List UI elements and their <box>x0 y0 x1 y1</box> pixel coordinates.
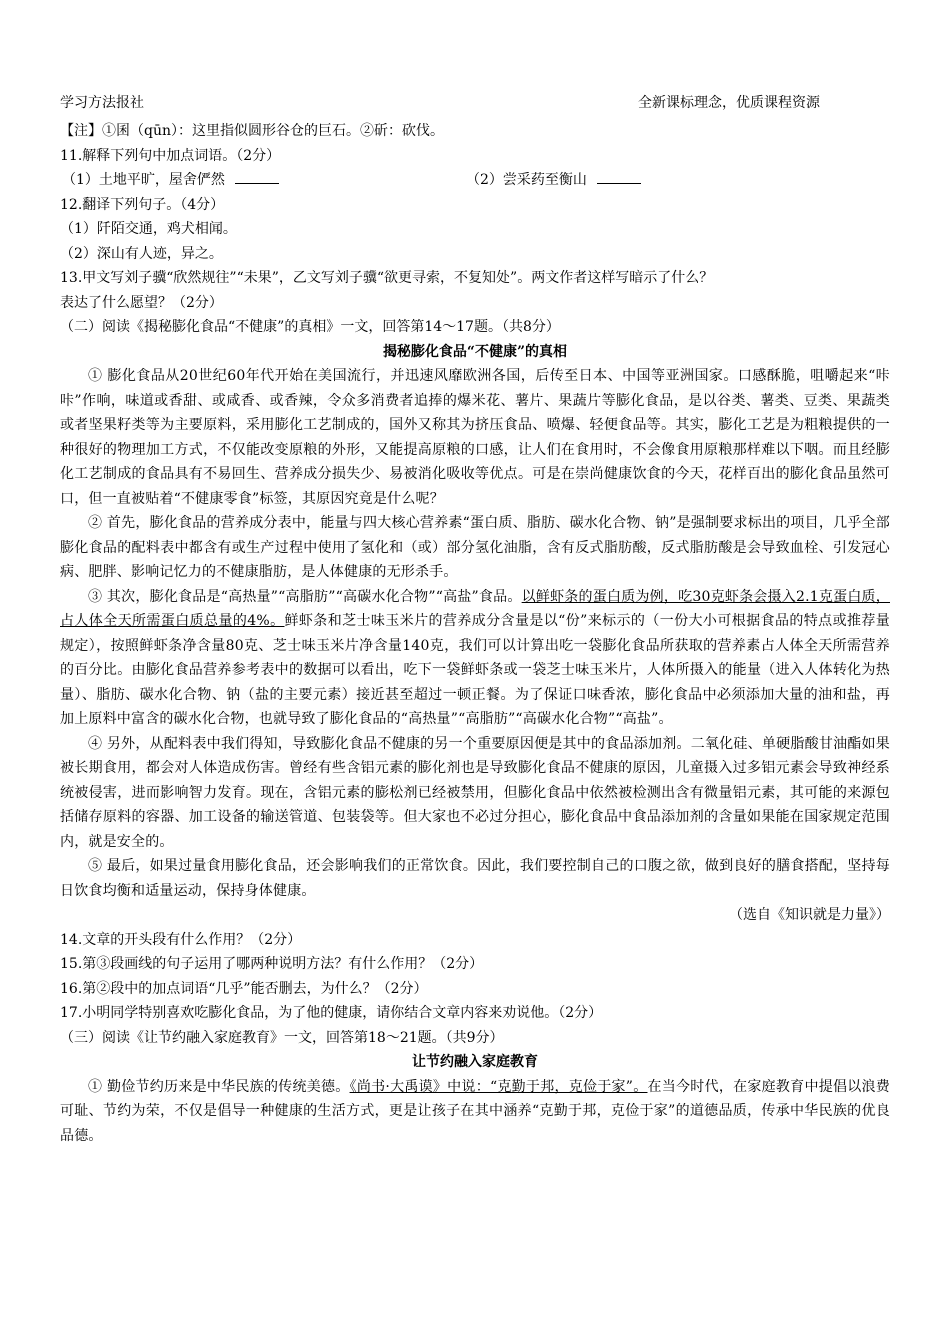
question-11-items <box>60 168 890 193</box>
question-14: 14.文章的开头段有什么作用？（2分） <box>60 931 302 948</box>
answer-blank[interactable] <box>597 169 641 184</box>
question-12-stem: 12.翻译下列句子。（4分） <box>60 196 225 213</box>
article-1-paragraph-4: ④ 另外，从配料表中我们得知，导致膨化食品不健康的另一个重要原因便是其中的食品添加剂。二氧化硅、单硬脂酸甘油酯如果被长期食用，都会对人体造成伤害。曾经有些含铝元素的膨化剂也是导致膨化食品不健康的原因，儿童摄入过多铝元素会导致神经系统被侵害，进而影响智力发育。现在，含铝元素的膨松剂已经被禁用，但膨化食品中依然被检测出含有微量铝元素，其可能的来源包括储存原料的容器、加工设备的输送管道、包装袋等。但大家也不必过分担心，膨化食品中食品添加剂的含量如果能在国家规定范围内，就是安全的。 <box>60 735 890 850</box>
header-slogan: 全新课标理念，优质课程资源 <box>638 95 820 111</box>
article-2-title: 让节约融入家庭教育 <box>412 1054 538 1070</box>
question-11-stem: 11.解释下列句中加点词语。（2分） <box>60 147 281 164</box>
question-11-item-2: （2）尝采药至衡山 <box>466 168 641 193</box>
question-11-item-1: （1）土地平旷，屋舍俨然 <box>62 168 279 193</box>
question-17: 17.小明同学特别喜欢吃膨化食品，为了他的健康，请你结合文章内容来劝说他。（2分） <box>60 1005 603 1021</box>
article-1-paragraph-2: ② 首先，膨化食品的营养成分表中，能量与四大核心营养素“蛋白质、脂肪、碳水化合物、钠”是强制要求标出的项目，几乎全部膨化食品的配料表中都含有或生产过程中使用了氢化和（或）部分氢化油脂，含有反式脂肪酸，反式脂肪酸是会导致血栓、引发冠心病、肥胖、影响记忆力的不健康脂肪，是人体健康的无形杀手。 <box>60 515 890 580</box>
question-16: 16.第②段中的加点词语“几乎”能否删去，为什么？（2分） <box>60 980 428 997</box>
article-1-source: （选自《知识就是力量》） <box>729 907 890 923</box>
question-13-line-1: 13.甲文写刘子骥“欣然规往”“未果”，乙文写刘子骥“欲更寻索，不复知处”。两文作者这样写暗示了什么？ <box>60 270 714 286</box>
article-2-paragraph-1: ① 勤俭节约历来是中华民族的传统美德。《尚书·大禹谟》中说：“克勤于邦，克俭于家”。在当今时代，在家庭教育中提倡以浪费可耻、节约为荣，不仅是倡导一种健康的生活方式，更是让孩子在其中涵养“克勤于邦，克俭于家”的道德品质，传承中华民族的优良品德。 <box>60 1078 890 1144</box>
article-1-title: 揭秘膨化食品“不健康”的真相 <box>382 343 568 360</box>
underlined-quote: 《尚书·大禹谟》中说：“克勤于邦，克俭于家”。 <box>349 1078 648 1095</box>
article-1-paragraph-1: ① 膨化食品从20世纪60年代开始在美国流行，并迅速风靡欧洲各国，后传至日本、中国等亚洲国家。口感酥脆，咀嚼起来“咔咔”作响，味道或香甜、或咸香、或香辣，令众多消费者追捧的爆米花、薯片、果蔬片等膨化食品，是以谷类、薯类、豆类、果蔬类或者坚果籽类等为主要原料，采用膨化工艺制成的，国外又称其为挤压食品、喷爆、轻便食品等。其实，膨化工艺是为粗粮提供的一种很好的物理加工方式，不仅能改变原粮的外形，又能提高原粮的口感，让人们在食用时，不会像食用原粮那样难以下咽。而且经膨化工艺制成的食品具有不易回生、营养成分损失少、易被消化吸收等优点。可是在崇尚健康饮食的今天，花样百出的膨化食品虽然可口，但一直被贴着“不健康零食”标签，其原因究竟是什么呢？ <box>60 368 890 507</box>
document-body <box>60 119 890 1148</box>
annotation-note: 【注】①囷（qūn）：这里指似圆形谷仓的巨石。②斫：砍伐。 <box>60 123 444 139</box>
section-3-intro: （三）阅读《让节约融入家庭教育》一文，回答第18～21题。（共9分） <box>60 1029 504 1046</box>
section-2-intro: （二）阅读《揭秘膨化食品“不健康”的真相》一文，回答第14～17题。（共8分） <box>60 319 560 335</box>
underlined-sentence: 以鲜虾条的蛋白质为例，吃30克虾条会摄入2.1克蛋白质，占人体全天所需蛋白质总量的4%。 <box>60 588 890 629</box>
page-header <box>60 92 890 116</box>
answer-blank[interactable] <box>235 169 279 184</box>
article-1-paragraph-3: ③ 其次，膨化食品是“高热量”“高脂肪”“高碳水化合物”“高盐”食品。以鲜虾条的蛋白质为例，吃30克虾条会摄入2.1克蛋白质，占人体全天所需蛋白质总量的4%。鲜虾条和芝士味玉米片的营养成分含量是以“份”来标示的（一份大小可根据食品的特点或推荐量规定），按照鲜虾条净含量80克、芝士味玉米片净含量140克，我们可以计算出吃一袋膨化食品所获取的营养素占人体全天所需营养的百分比。由膨化食品营养参考表中的数据可以看出，吃下一袋鲜虾条或一袋芝士味玉米片，人体所摄入的能量（进入人体转化为热量）、脂肪、碳水化合物、钠（盐的主要元素）接近甚至超过一顿正餐。为了保证口味香浓，膨化食品中必须添加大量的油和盐，再加上原料中富含的碳水化合物，也就导致了膨化食品的“高热量”“高脂肪”“高碳水化合物”“高盐”。 <box>60 588 890 727</box>
question-12-item-1: （1）阡陌交通，鸡犬相闻。 <box>60 221 237 237</box>
article-1-paragraph-5: ⑤ 最后，如果过量食用膨化食品，还会影响我们的正常饮食。因此，我们要控制自己的口腹之欲，做到良好的膳食搭配，坚持每日饮食均衡和适量运动，保持身体健康。 <box>60 858 890 899</box>
question-13-line-2: 表达了什么愿望？（2分） <box>60 294 223 311</box>
question-15: 15.第③段画线的句子运用了哪两种说明方法？有什么作用？（2分） <box>60 956 484 972</box>
header-publisher: 学习方法报社 <box>60 95 144 111</box>
question-12-item-2: （2）深山有人迹，异之。 <box>60 245 223 262</box>
